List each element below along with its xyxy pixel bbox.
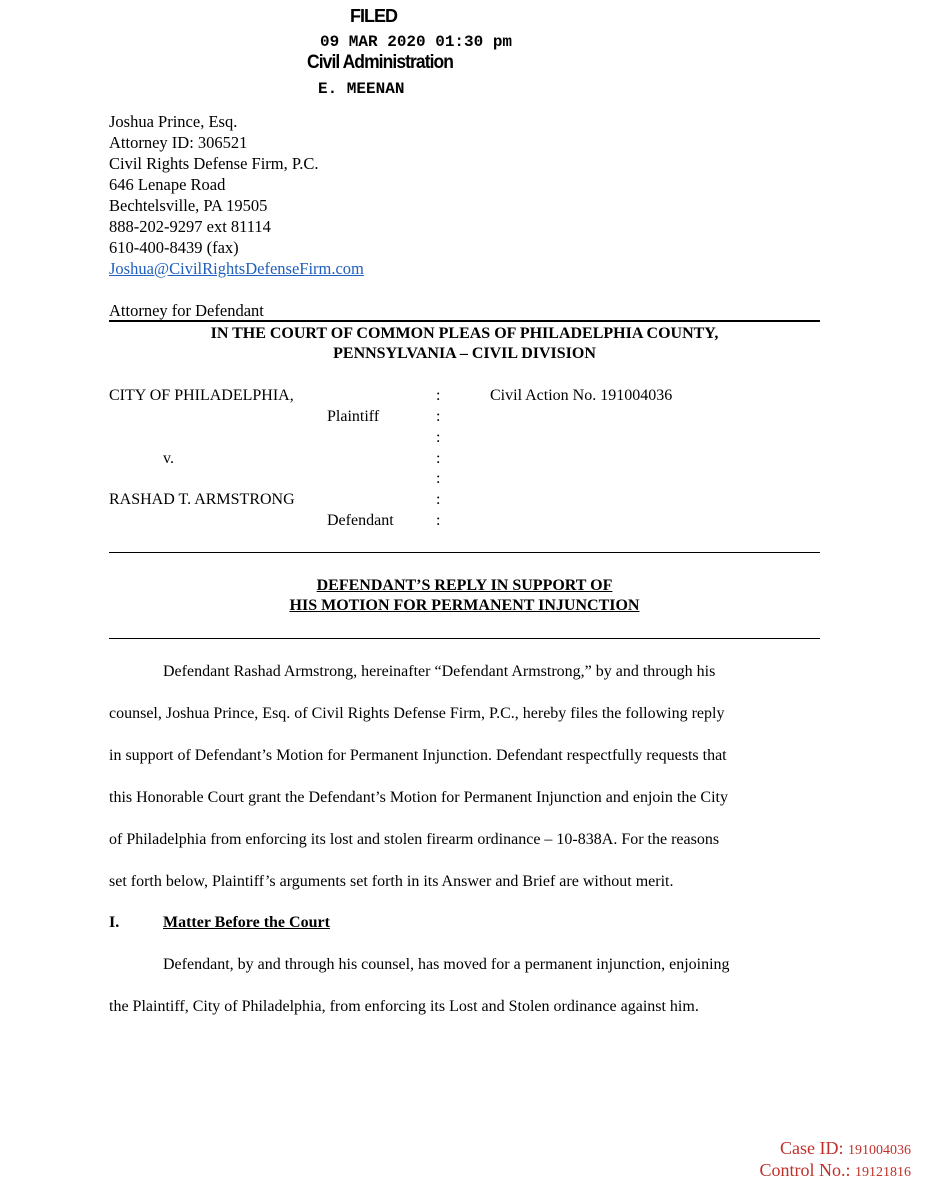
court-name-line2: PENNSYLVANIA – CIVIL DIVISION bbox=[333, 345, 596, 362]
caption-colon: : bbox=[436, 387, 441, 404]
caption-rule bbox=[109, 552, 820, 553]
title-rule bbox=[109, 638, 820, 639]
firm-street: 646 Lenape Road bbox=[109, 175, 226, 194]
defendant-name: RASHAD T. ARMSTRONG bbox=[109, 491, 295, 508]
civil-action-number: Civil Action No. 191004036 bbox=[490, 387, 673, 404]
firm-fax: 610-400-8439 (fax) bbox=[109, 238, 239, 257]
filed-stamp-office: Civil Administration bbox=[307, 52, 454, 73]
case-id-footer bbox=[780, 1138, 911, 1159]
paragraph-line: this Honorable Court grant the Defendant’s Motion for Permanent Injunction and enjoin the City bbox=[109, 789, 728, 806]
court-header-rule bbox=[109, 320, 820, 322]
document-title-line1: DEFENDANT’S REPLY IN SUPPORT OF bbox=[316, 577, 613, 594]
defendant-role: Defendant bbox=[327, 512, 394, 529]
paragraph-line: of Philadelphia from enforcing its lost and stolen firearm ordinance – 10-838A. For the reasons bbox=[109, 831, 720, 848]
court-name-line1: IN THE COURT OF COMMON PLEAS OF PHILADELPHIA COUNTY, bbox=[210, 325, 719, 342]
control-no-value: 19121816 bbox=[855, 1165, 911, 1180]
caption-colon: : bbox=[436, 450, 441, 467]
control-no-footer bbox=[759, 1160, 911, 1181]
paragraph-line: Defendant Rashad Armstrong, hereinafter “Defendant Armstrong,” by and through his bbox=[163, 663, 716, 680]
paragraph-line: Defendant, by and through his counsel, has moved for a permanent injunction, enjoining bbox=[163, 956, 730, 973]
paragraph-line: in support of Defendant’s Motion for Permanent Injunction. Defendant respectfully requests that bbox=[109, 747, 727, 764]
filed-stamp-title: FILED bbox=[350, 6, 397, 26]
filed-stamp-clerk: E. MEENAN bbox=[318, 80, 405, 98]
attorney-role: Attorney for Defendant bbox=[109, 301, 264, 320]
section-heading: Matter Before the Court bbox=[163, 914, 330, 931]
firm-city: Bechtelsville, PA 19505 bbox=[109, 196, 268, 215]
paragraph-line: set forth below, Plaintiff’s arguments set forth in its Answer and Brief are without merit. bbox=[109, 873, 674, 890]
case-id-value: 191004036 bbox=[848, 1143, 911, 1158]
plaintiff-role: Plaintiff bbox=[327, 408, 380, 425]
document-title-line1-wrap bbox=[109, 577, 820, 595]
document-title-line2: HIS MOTION FOR PERMANENT INJUNCTION bbox=[289, 597, 640, 614]
filed-stamp-datetime: 09 MAR 2020 01:30 pm bbox=[320, 33, 513, 51]
paragraph-line: the Plaintiff, City of Philadelphia, from enforcing its Lost and Stolen ordinance against him. bbox=[109, 998, 699, 1015]
firm-name: Civil Rights Defense Firm, P.C. bbox=[109, 154, 319, 173]
attorney-email-link[interactable]: Joshua@CivilRightsDefenseFirm.com bbox=[109, 259, 364, 278]
plaintiff-name: CITY OF PHILADELPHIA, bbox=[109, 387, 294, 404]
versus: v. bbox=[163, 450, 174, 467]
caption-colon: : bbox=[436, 429, 441, 446]
control-no-label: Control No.: bbox=[759, 1160, 855, 1180]
attorney-id: Attorney ID: 306521 bbox=[109, 133, 248, 152]
document-title-line2-wrap bbox=[109, 597, 820, 615]
caption-colon: : bbox=[436, 408, 441, 425]
section-number: I. bbox=[109, 914, 120, 931]
caption-colon: : bbox=[436, 470, 441, 487]
firm-phone: 888-202-9297 ext 81114 bbox=[109, 217, 271, 236]
caption-colon: : bbox=[436, 491, 441, 508]
case-id-label: Case ID: bbox=[780, 1138, 848, 1158]
attorney-name: Joshua Prince, Esq. bbox=[109, 112, 238, 131]
caption-colon: : bbox=[436, 512, 441, 529]
paragraph-line: counsel, Joshua Prince, Esq. of Civil Rights Defense Firm, P.C., hereby files the following reply bbox=[109, 705, 725, 722]
